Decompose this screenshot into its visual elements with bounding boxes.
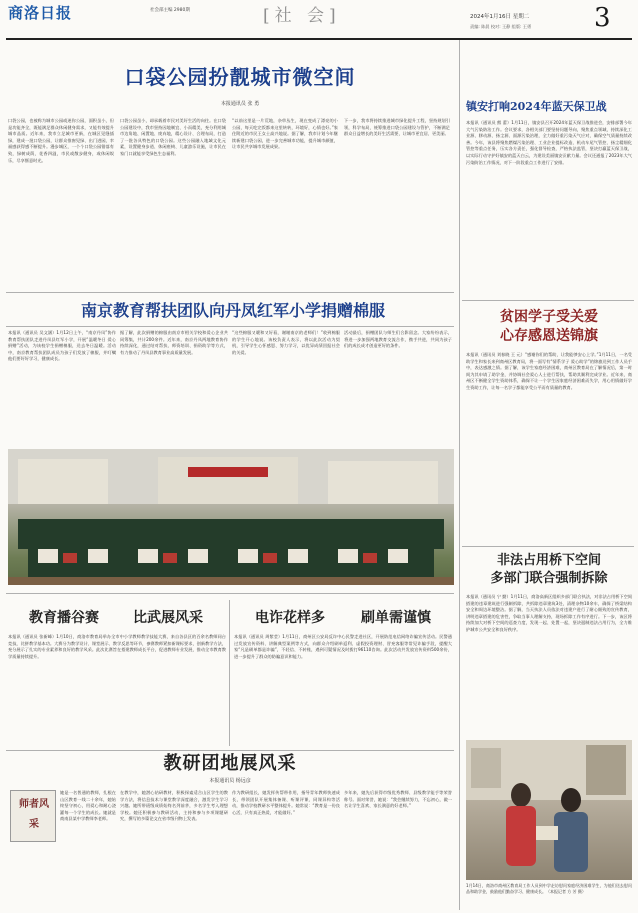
article-byline-teacher: 本报通讯员 杨远彦 bbox=[209, 778, 251, 784]
article-body-col3: “以前这里是一片荒地，杂草丛生，现在变成了漂亮的小公园，每天吃完饭都来这里转转，环境好，心情也好。”家住附近的市民王女士高兴地说。据了解，我市计划今年继续新建口袋公园，进一步完善城市功能，提升城市颜值，让市民共享城市发展成果。 bbox=[232, 118, 338, 150]
editors-line: 责编: 陈晨 校对: 王静 组版: 王勇 bbox=[470, 24, 532, 29]
article-body-teacher-col2: 在教学中，她潜心钻研教材，积极探索适合山区学生的教学方法，将信息技术与课堂教学深度融合，激发学生学习兴趣。她所带班级成绩始终名列前茅，多名学生考入理想学校。她还积极参与教研活动，主持和参与多项课题研究，撰写的多篇论文在省市级刊物上发表。 bbox=[120, 790, 228, 822]
photo-illustration bbox=[466, 740, 632, 880]
divider bbox=[462, 300, 634, 301]
article-title-bridge-line1: 非法占用桥下空间 bbox=[496, 553, 601, 568]
article-body-col2: 口袋公园虽小，却承载着市民对美好生活的向往。在口袋公园建设中，我市坚持因地制宜、小而精美，充分利用城市边角地、闲置地、废弃地，精心设计、合理布局，打造了一批各具特色的口袋公园。这些公园融入地域文化元素，设置健身步道、休闲座椅、儿童游乐设施，让市民在家门口就能享受绿色生态福利。 bbox=[120, 118, 226, 156]
header-rule bbox=[6, 38, 632, 40]
article-byline-pocket-park: 本报通讯员 张 勇 bbox=[220, 101, 260, 107]
title-education-contest: 教育播谷赛 bbox=[29, 610, 99, 626]
article-title-bridge-line2: 多部门联合强制拆除 bbox=[490, 571, 608, 586]
photo-group-donation bbox=[8, 449, 454, 585]
article-title-pocket-park: 口袋公园扮靓城市微空间 bbox=[124, 65, 356, 89]
article-body-teacher-col3: 作为教研组长，她发挥传帮带作用，指导青年教师快速成长，带领团队开展集体备课、听课评课、同课异构等活动，推动学校教研水平整体提升。她常说：“教育是一份良心活，只有真正热爱，才能做好。” bbox=[232, 790, 340, 815]
column-divider bbox=[459, 40, 460, 910]
column-divider bbox=[229, 600, 230, 746]
divider bbox=[6, 326, 454, 327]
article-body-student: 本报讯（通讯员 刘春晓 王 元）“感谢你们的帮助，让我能够安心上学。”1月11日，一名受助学生和家长来到商州区教育局，将一面写有“情系学子 爱心助学”的锦旗送到工作人员手中，表达感激之情。据了解，该学生家庭经济困难，商州区教育局在了解情况后，第一时间为其申请了助学金，并协调社会爱心人士进行帮扶，帮助其顺利完成学业。近年来，商州区不断健全学生资助体系，确保不让一个学生因家庭经济困难而失学，用心用情做好学生资助工作，让每一名学子都能享受公平而有质量的教育。 bbox=[466, 352, 632, 390]
section-name: [社 会] bbox=[263, 6, 341, 26]
article-title-nanjing: 南京教育帮扶团队向丹凤红军小学捐赠棉服 bbox=[80, 301, 385, 320]
column-badge bbox=[10, 790, 56, 842]
article-body-nanjing-col4: 活动最后，捐赠团队与师生们合影留念。大家纷纷表示，将进一步加强两地教育交流合作，携手共进，共同为孩子们的成长成才创造更好的条件。 bbox=[344, 330, 452, 349]
article-body-bridge: 本报讯（通讯员 宁 勤）1月11日，商洛高新区组织多部门联合执法，对非法占用桥下空间搭建的违章建筑进行强制拆除，共拆除违章建筑3处，清理杂物10余车，确保了桥梁结构安全和周边环境整洁。据了解，当天执法人员依法对违建户进行了耐心细致的宣传教育，讲明违章搭建的危害性，争取当事人理解支持，现场拆除工作有序进行。下一步，该区将持续加大对桥下空间的巡查力度，发现一起、处置一起，坚决遏制违法占用行为，全力维护城市公共安全和良好秩序。 bbox=[466, 594, 632, 632]
divider bbox=[6, 750, 454, 751]
article-body-teacher-col4: 多年来，她先后获得市级优秀教师、县级教学能手等荣誉称号。面对荣誉，她说：“我会继续努力，不忘初心，做一名让学生喜欢、家长满意的好老师。” bbox=[344, 790, 452, 809]
article-body-nanjing-col2: 据了解，此次捐赠的棉服由南京市相关学校和爱心企业共同筹集，共计200余件。近年来，南京丹凤两地教育协作持续深化，通过结对帮扶、师资培训、捐资助学等方式，有力推动了丹凤县教育事业高质量发展。 bbox=[120, 330, 228, 355]
divider bbox=[6, 292, 454, 293]
title-scalping-caution: 刷单需谨慎 bbox=[361, 610, 431, 626]
title-telecom-fraud: 电诈花样多 bbox=[255, 610, 325, 626]
article-body-nanjing-col1: 本报讯（通讯员 吴文涵）1月12日上午，“南京丹凤”协作教育帮扶团队走进丹凤县红军小学，开展“温暖冬日 爱心捐赠”活动，为该校学生捐赠棉服，送去冬日温暖。活动中，南京教育帮扶团队成员为孩子们发放了棉服，并叮嘱他们要好好学习，健康成长。 bbox=[8, 330, 116, 362]
issue-info: 社会部主编 2980期 bbox=[150, 8, 190, 13]
divider bbox=[462, 546, 634, 547]
divider bbox=[6, 593, 454, 594]
article-title-student-line1: 贫困学子受关爱 bbox=[500, 309, 598, 325]
page-number: 3 bbox=[594, 3, 611, 33]
article-title-teacher: 教研团地展风采 bbox=[163, 753, 297, 774]
photo-caption: 1月14日，商洛市商州区教育局工作人员到中学走访慰问家庭经济困难学生，为他们送去慰问品和助学金，鼓励他们勤奋学习、健康成长。（本报记者 方 芳 摄） bbox=[466, 883, 632, 894]
article-body-col1: 口袋公园，也被称为城市公园或迷你公园，面积虽小，但是功能齐全，既能满足群众休闲健身需求，又能有效提升城市品质。近年来，我市立足城市更新，在城区见缝插绿，建成一批口袋公园，让群众推窗见绿、出门进园，幸福感获得感不断提升。漫步城区，一个个口袋公园错落有致，绿树成荫，花香四溢，市民或散步健身，或休闲娱乐，尽享惬意时光。 bbox=[8, 118, 114, 163]
article-title-student-line2: 心存感恩送锦旗 bbox=[500, 328, 598, 344]
article-body-zhenan: 本报讯（通讯员 熊 蕾）1月11日，镇安县召开2024年蓝天保卫战推进会，安排部署今年大气污染防治工作。会议要求，各相关部门要坚持问题导向，聚焦重点领域，持续深化工业源、移动源、扬尘源、面源污染治理，全力做好重污染天气应对，确保空气质量持续改善。今年，该县将聚焦燃煤污染治理、工业企业提标改造、机动车尾气管控、扬尘精细化管控等重点任务，压实各方责任，强化督导检查，严格执法监管，坚决打赢蓝天保卫战，以实际行动守护好镇安的蓝天白云，为建设美丽镇安贡献力量。会议还通报了2023年大气污染防治工作情况，对下一阶段重点工作进行了安排。 bbox=[466, 120, 632, 165]
title-competition: 比武展风采 bbox=[133, 610, 203, 626]
article-body-nanjing-col3: “这些棉服又暖和又好看，谢谢南京的老师们！”收到棉服的学生开心地说。该校负责人表示，将以此次活动为契机，引导学生心怀感恩、努力学习，以优异成绩回报社会的关爱。 bbox=[232, 330, 340, 355]
article-body-col4: 下一步，我市将持续推进城市绿化提升工程，坚持规划引领，科学布局，统筹推进口袋公园建设与管护，不断满足群众日益增长的美好生活需要，让城市更宜居、更美丽。 bbox=[344, 118, 450, 137]
publish-date: 2024年1月16日 星期二 bbox=[470, 14, 530, 20]
column-badge-label: 师者风采 bbox=[19, 799, 49, 830]
newspaper-logo: 商洛日报 bbox=[8, 4, 73, 22]
article-body-contest: 本报讯（通讯员 张新峰）1月10日，商洛市教育局举办全市中小学教师教学技能大赛，来自各县区的百余名教师同台竞技，比拼教学基本功。大赛分为教学设计、课堂展示、教学反思等环节，参赛教师紧扣新课标要求，创新教学方法，充分展示了扎实的专业素养和良好的教学风采。此次比赛旨在搭建教师成长平台，促进教师专业发展，推动全市教育教学质量持续提升。 bbox=[8, 634, 226, 659]
group-photo-illustration bbox=[8, 449, 454, 585]
article-body-fraud: 本报讯（通讯员 周紫莹）1月11日，商州区公安局反诈中心民警走进社区，开展防范电信网络诈骗宣传活动。民警通过发放宣传资料、讲解典型案例等方式，向群众介绍刷单返利、虚假投资理财、冒充客服等常见诈骗手段，提醒大家“凡是刷单都是诈骗”，不轻信、不转账，遇到可疑情况及时拨打96110咨询。此次活动共发放宣传资料500余份，进一步提升了群众的防骗意识和能力。 bbox=[234, 634, 452, 659]
photo-student-visit bbox=[466, 740, 632, 880]
article-body-teacher-col1: 她是一名普通的教师，扎根在山区教育一线二十余年，她始终坚守初心，用爱心和耐心浇灌每一个学生的成长。她就是商南县某中学教师李老师。 bbox=[60, 790, 116, 822]
article-title-zhenan: 镇安打响2024年蓝天保卫战 bbox=[466, 100, 607, 113]
